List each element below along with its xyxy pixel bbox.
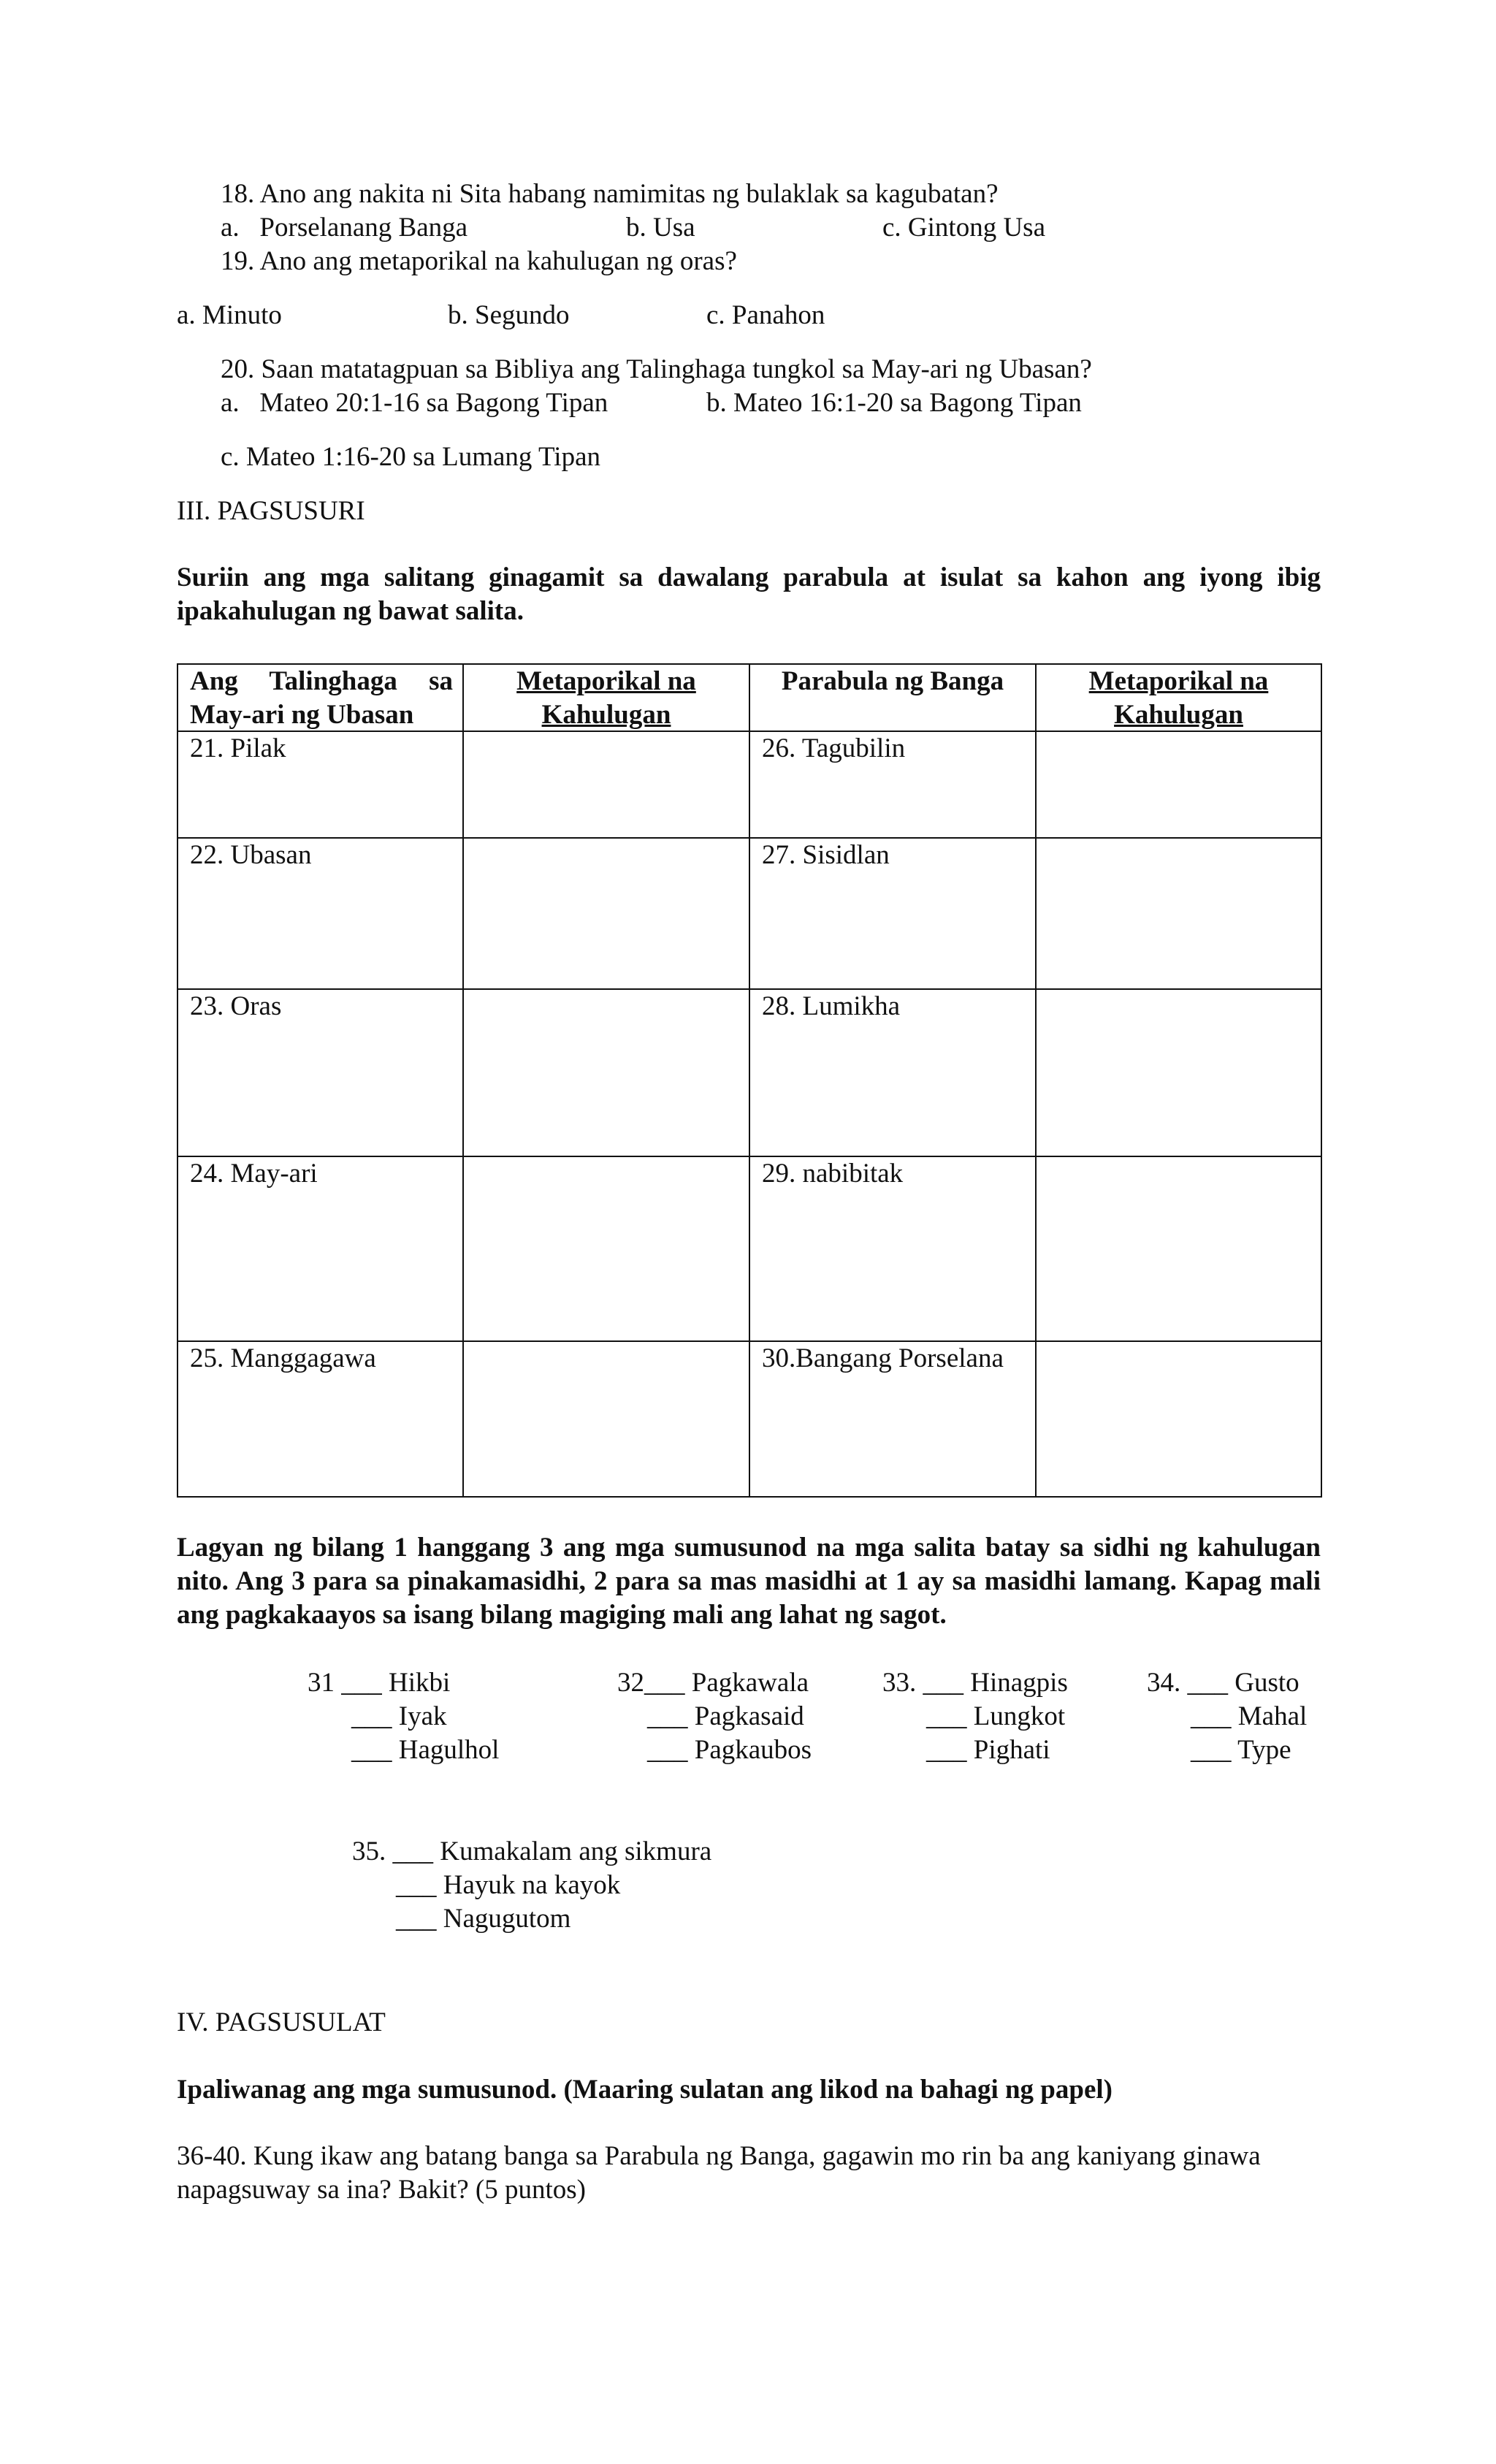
- question-19: 19. Ano ang metaporikal na kahulugan ng oras?: [221, 246, 737, 276]
- header-metaporikal-1-text: Metaporikal na Kahulugan: [516, 666, 696, 730]
- question-20-option-c: c. Mateo 1:16-20 sa Lumang Tipan: [221, 442, 601, 472]
- question-19-option-c: c. Panahon: [706, 300, 825, 330]
- section-4-instruction: Ipaliwanag ang mga sumusunod. (Maaring sulatan ang likod na bahagi ng papel): [177, 2075, 1113, 2105]
- ranking-instruction: Lagyan ng bilang 1 hanggang 3 ang mga sumusunod na mga salita batay sa sidhi ng kahulugan nito. Ang 3 para sa pinakamasidhi, 2 para sa mas masidhi at 1 ay sa masidhi lamang. Kapag mali ang pagkakaayos sa isang bilang magiging mali ang lahat ng sagot.: [177, 1533, 1321, 1630]
- answer-cell-25[interactable]: [464, 1342, 749, 1496]
- ranking-31-line-2: ___ Iyak: [351, 1701, 447, 1731]
- ranking-group-32: [617, 1666, 812, 1767]
- header-metaporikal-2-text: Metaporikal na Kahulugan: [1088, 666, 1269, 730]
- ranking-group-33: [882, 1666, 1068, 1767]
- ranking-32-line-3: ___ Pagkaubos: [647, 1735, 812, 1765]
- answer-cell-26[interactable]: [1037, 732, 1321, 837]
- header-metaporikal-2: [1037, 665, 1321, 732]
- ranking-group-34: [1147, 1666, 1307, 1767]
- table-row-right-30: 30.Bangang Porselana: [762, 1343, 1004, 1373]
- header-talinghaga: Ang Talinghaga sa May-ari ng Ubasan: [190, 666, 453, 730]
- header-parabula-banga: Parabula ng Banga: [781, 666, 1004, 696]
- question-18-option-c: c. Gintong Usa: [882, 213, 1045, 243]
- ranking-32-line-1: 32___ Pagkawala: [617, 1668, 809, 1698]
- question-18: 18. Ano ang nakita ni Sita habang namimitas ng bulaklak sa kagubatan?: [221, 179, 999, 209]
- ranking-group-31: [308, 1666, 499, 1767]
- answer-cell-23[interactable]: [464, 990, 749, 1156]
- section-3-instruction: Suriin ang mga salitang ginagamit sa dawalang parabula at isulat sa kahon ang iyong ibig ipakahulugan ng bawat salita.: [177, 562, 1321, 626]
- table-row-right-29: 29. nabibitak: [762, 1159, 904, 1189]
- table-row-right-26: 26. Tagubilin: [762, 733, 906, 763]
- table-row-left-24: 24. May-ari: [190, 1159, 318, 1189]
- answer-cell-21[interactable]: [464, 732, 749, 837]
- answer-cell-22[interactable]: [464, 839, 749, 988]
- question-18-option-a: a. Porselanang Banga: [221, 213, 468, 243]
- essay-question-36-40: 36-40. Kung ikaw ang batang banga sa Parabula ng Banga, gagawin mo rin ba ang kaniyang ginawa napagsuway sa ina? Bakit? (5 puntos): [177, 2141, 1261, 2205]
- question-20-option-a: a. Mateo 20:1-16 sa Bagong Tipan: [221, 388, 608, 418]
- question-19-option-a: a. Minuto: [177, 300, 282, 330]
- question-18-option-b: b. Usa: [626, 213, 695, 243]
- answer-cell-27[interactable]: [1037, 839, 1321, 988]
- section-3-title: III. PAGSUSURI: [177, 496, 365, 526]
- header-metaporikal-1: [464, 665, 749, 732]
- ranking-group-35: [352, 1835, 711, 1936]
- ranking-35-line-3: ___ Nagugutom: [396, 1904, 571, 1934]
- ranking-31-line-3: ___ Hagulhol: [351, 1735, 500, 1765]
- table-row-left-21: 21. Pilak: [190, 733, 286, 763]
- ranking-34-line-2: ___ Mahal: [1191, 1701, 1308, 1731]
- ranking-31-line-1: 31 ___ Hikbi: [308, 1668, 451, 1698]
- ranking-34-line-1: 34. ___ Gusto: [1147, 1668, 1300, 1698]
- ranking-33-line-1: 33. ___ Hinagpis: [882, 1668, 1068, 1698]
- table-row-right-28: 28. Lumikha: [762, 991, 901, 1021]
- table-row-right-27: 27. Sisidlan: [762, 840, 890, 870]
- ranking-33-line-3: ___ Pighati: [926, 1735, 1050, 1765]
- section-4-title: IV. PAGSUSULAT: [177, 2007, 386, 2037]
- ranking-35-line-1: 35. ___ Kumakalam ang sikmura: [352, 1836, 712, 1866]
- ranking-32-line-2: ___ Pagkasaid: [647, 1701, 804, 1731]
- table-row-left-22: 22. Ubasan: [190, 840, 312, 870]
- table-row-left-23: 23. Oras: [190, 991, 282, 1021]
- question-20-option-b: b. Mateo 16:1-20 sa Bagong Tipan: [706, 388, 1082, 418]
- answer-cell-29[interactable]: [1037, 1157, 1321, 1340]
- ranking-34-line-3: ___ Type: [1191, 1735, 1291, 1765]
- table-row-left-25: 25. Manggagawa: [190, 1343, 376, 1373]
- ranking-33-line-2: ___ Lungkot: [926, 1701, 1066, 1731]
- question-20: 20. Saan matatagpuan sa Bibliya ang Talinghaga tungkol sa May-ari ng Ubasan?: [221, 354, 1092, 384]
- answer-cell-30[interactable]: [1037, 1342, 1321, 1496]
- question-19-option-b: b. Segundo: [448, 300, 570, 330]
- answer-cell-28[interactable]: [1037, 990, 1321, 1156]
- ranking-35-line-2: ___ Hayuk na kayok: [396, 1870, 621, 1900]
- answer-cell-24[interactable]: [464, 1157, 749, 1340]
- metaphor-table: [177, 663, 1322, 1498]
